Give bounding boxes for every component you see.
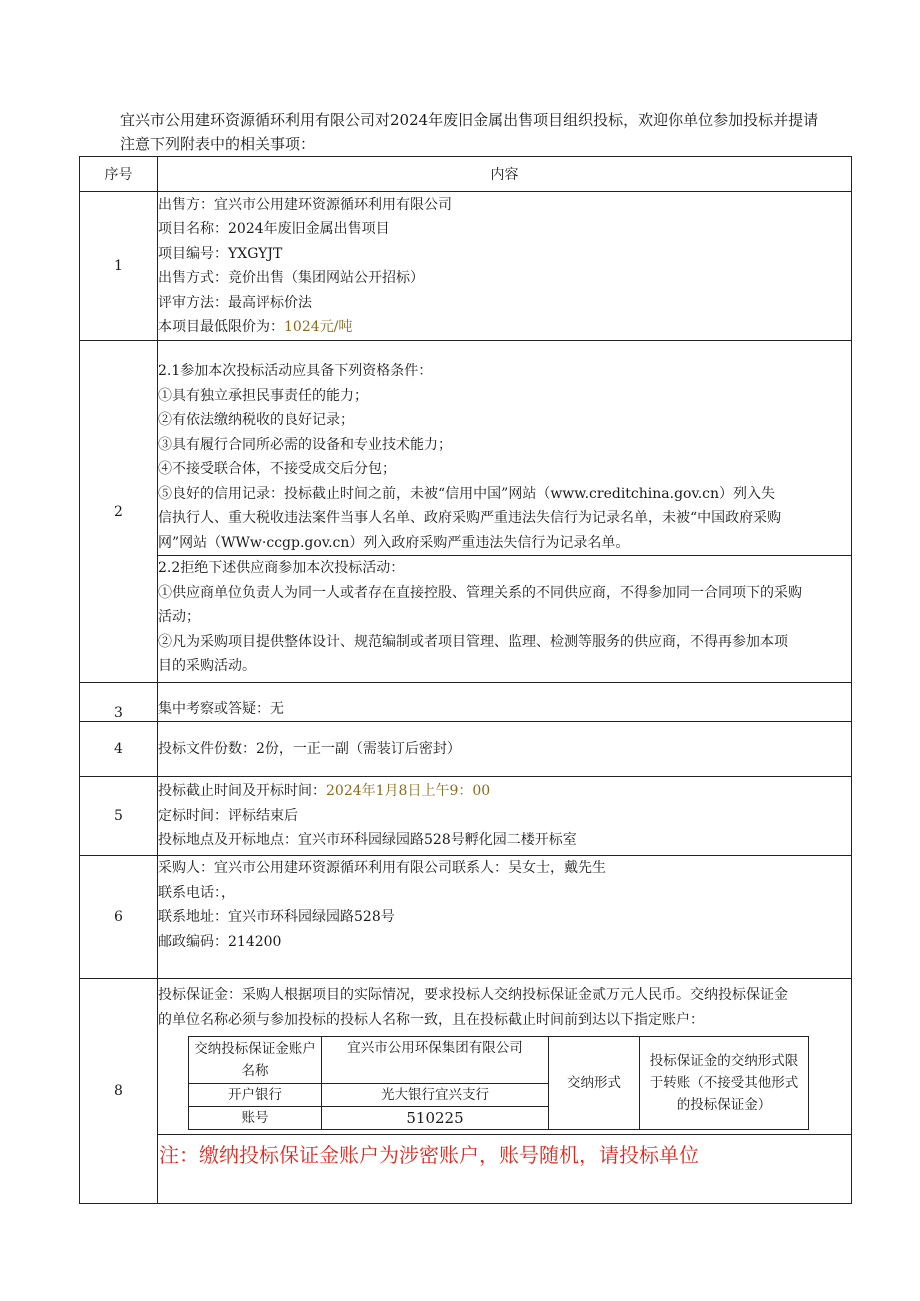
min-price [158, 315, 851, 340]
method-label: 交纳形式 [549, 1037, 640, 1130]
table-row-1 [80, 192, 852, 341]
row-num: 5 [80, 777, 158, 856]
deadline-value: 2024年1月8日上午9：00 [326, 783, 491, 800]
method-value: 投标保证金的交纳形式限于转账（不接受其他形式的投标保证金） [640, 1037, 809, 1130]
deadline-label: 投标截止时间及开标时间： [158, 783, 326, 800]
table-row-6 [80, 856, 852, 979]
qualification-item: ③具有履行合同所必需的设备和专业技术能力； [158, 436, 452, 453]
account-no-label: 账号 [189, 1107, 322, 1130]
exclusion-item-line: ①供应商单位负责人为同一人或者存在直接控股、管理关系的不同供应商，不得参加同一合同项下的采购 [158, 584, 802, 601]
row-num: 2 [80, 341, 158, 683]
row-num: 8 [80, 979, 158, 1204]
min-price-label: 本项目最低限价为： [158, 319, 284, 335]
row-content [158, 683, 852, 722]
row-num: 4 [80, 722, 158, 777]
qualification-item-line: 网”网站（WWw·ccgp.gov.cn）列入政府采购严重违法失信行为记录名单。 [158, 534, 630, 551]
intro-line-1: 宜兴市公用建环资源循环利用有限公司对2024年废旧金属出售项目组织投标，欢迎你单位参加投标并提请 [120, 111, 819, 129]
project-name: 项目名称：2024年废旧金属出售项目 [158, 221, 390, 237]
copies: 投标文件份数：2份，一正一副（需装订后密封） [158, 740, 461, 757]
table-row-3 [80, 683, 852, 722]
table-row-2b [80, 556, 852, 683]
row-content [158, 722, 852, 777]
address: 联系地址：宜兴市环科园绿园路528号 [158, 909, 395, 925]
table-row-8 [80, 979, 852, 1204]
table-row-2 [80, 341, 852, 556]
bank-label: 开户银行 [189, 1084, 322, 1107]
row-num: 3 [80, 683, 158, 722]
phone: 联系电话：， [158, 884, 235, 901]
notice-table [79, 156, 852, 1204]
qualification-item-line: ⑤良好的信用记录：投标截止时间之前，未被“信用中国”网站（www.creditchina.gov.cn）列入失 [158, 485, 776, 502]
eval-method: 评审方法：最高评标价法 [158, 294, 312, 311]
deposit-line: 投标保证金：采购人根据项目的实际情况，要求投标人交纳投标保证金贰万元人民币。交纳投标保证金 [158, 987, 788, 1003]
account-name-label: 交纳投标保证金账户名称 [189, 1037, 322, 1084]
award-time: 定标时间：评标结束后 [158, 807, 298, 824]
deposit-warning-note: 注：缴纳投标保证金账户为涉密账户，账号随机，请投标单位 [159, 1143, 699, 1167]
exclusion-item-line: ②凡为采购项目提供整体设计、规范编制或者项目管理、监理、检测等服务的供应商，不得再参加本项 [158, 633, 788, 650]
row-num: 6 [80, 856, 158, 979]
seller: 出售方：宜兴市公用建环资源循环利用有限公司 [158, 196, 452, 213]
project-code: 项目编号：YXGYJT [158, 245, 283, 262]
deposit-text [158, 979, 851, 1032]
table-row-5 [80, 777, 852, 856]
row-content [158, 777, 852, 856]
row-content-exclusions [158, 556, 852, 683]
min-price-value: 1024元/吨 [284, 319, 353, 335]
exclusion-item-line: 目的采购活动。 [158, 658, 256, 674]
table-header-row [80, 157, 852, 192]
postcode: 邮政编码：214200 [158, 933, 282, 950]
account-no-value: 510225 [322, 1107, 549, 1130]
header-num: 序号 [80, 157, 158, 192]
header-content: 内容 [158, 157, 852, 192]
qualification-item-line: 信执行人、重大税收违法案件当事人名单、政府采购严重违法失信行为记录名单，未被“中国政府采购 [158, 510, 782, 526]
qualification-item: ①具有独立承担民事责任的能力； [158, 387, 368, 404]
exclusion-title: 2.2拒绝下述供应商参加本次投标活动： [158, 560, 405, 576]
deadline [158, 779, 851, 804]
bid-location: 投标地点及开标地点：宜兴市环科园绿园路528号孵化园二楼开标室 [158, 832, 577, 849]
row-content-deposit [158, 979, 852, 1204]
row-num: 1 [80, 192, 158, 341]
intro-paragraph [120, 108, 855, 156]
table-row-4 [80, 722, 852, 777]
buyer: 采购人：宜兴市公用建环资源循环利用有限公司联系人：吴女士，戴先生 [158, 860, 606, 876]
qualification-title: 2.1参加本次投标活动应具备下列资格条件： [158, 363, 433, 379]
sale-method: 出售方式：竞价出售（集团网站公开招标） [158, 270, 424, 286]
exclusion-item-line: 活动； [158, 609, 200, 625]
qualification-item: ④不接受联合体，不接受成交后分包； [158, 461, 396, 477]
consultation: 集中考察或答疑：无 [158, 700, 284, 717]
row-content-qualifications [158, 341, 852, 556]
deposit-account-table [188, 1036, 809, 1130]
row-content [158, 192, 852, 341]
qualification-item: ②有依法缴纳税收的良好记录； [158, 412, 354, 428]
row-content [158, 856, 852, 979]
deposit-line: 的单位名称必须与参加投标的投标人名称一致，且在投标截止时间前到达以下指定账户： [158, 1011, 704, 1028]
account-name-value: 宜兴市公用环保集团有限公司 [322, 1037, 549, 1084]
note-wrapper [158, 1134, 851, 1175]
bank-value: 光大银行宜兴支行 [322, 1084, 549, 1107]
intro-line-2: 注意下列附表中的相关事项： [120, 135, 316, 153]
